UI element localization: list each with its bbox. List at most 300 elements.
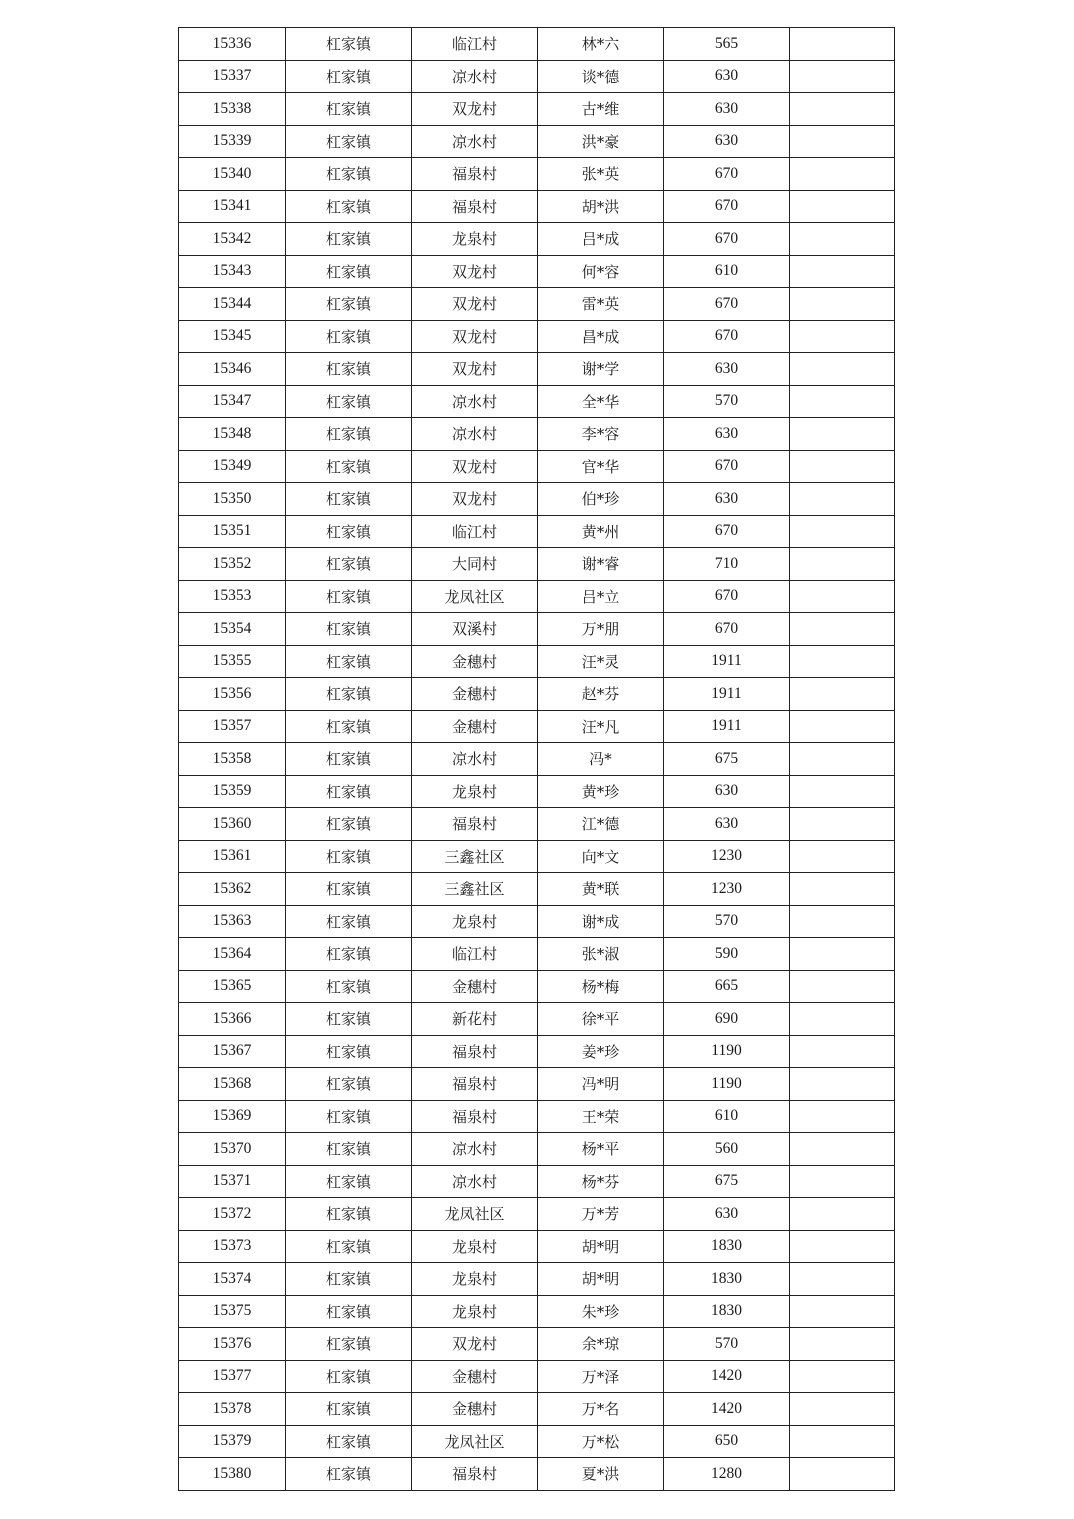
village-cell: 福泉村	[412, 190, 538, 223]
table-row	[179, 840, 895, 873]
serial-number-cell: 15371	[179, 1165, 286, 1198]
village-cell: 福泉村	[412, 1035, 538, 1068]
serial-number-cell: 15340	[179, 158, 286, 191]
amount-cell: 670	[664, 223, 790, 256]
name-cell: 全*华	[538, 385, 664, 418]
serial-number-cell: 15359	[179, 775, 286, 808]
village-cell: 龙泉村	[412, 1230, 538, 1263]
name-cell: 汪*凡	[538, 710, 664, 743]
name-cell: 万*朋	[538, 613, 664, 646]
serial-number-cell: 15368	[179, 1068, 286, 1101]
village-cell: 福泉村	[412, 808, 538, 841]
amount-cell: 570	[664, 1328, 790, 1361]
table-row	[179, 158, 895, 191]
name-cell: 张*英	[538, 158, 664, 191]
village-cell: 大同村	[412, 548, 538, 581]
serial-number-cell: 15363	[179, 905, 286, 938]
town-cell: 杠家镇	[286, 93, 412, 126]
name-cell: 伯*珍	[538, 483, 664, 516]
name-cell: 万*芳	[538, 1198, 664, 1231]
name-cell: 胡*明	[538, 1230, 664, 1263]
town-cell: 杠家镇	[286, 483, 412, 516]
serial-number-cell: 15353	[179, 580, 286, 613]
serial-number-cell: 15339	[179, 125, 286, 158]
town-cell: 杠家镇	[286, 710, 412, 743]
table-row	[179, 1133, 895, 1166]
table-row	[179, 320, 895, 353]
amount-cell: 590	[664, 938, 790, 971]
remark-cell	[790, 905, 895, 938]
amount-cell: 670	[664, 158, 790, 191]
village-cell: 福泉村	[412, 1068, 538, 1101]
table-row	[179, 678, 895, 711]
remark-cell	[790, 1393, 895, 1426]
serial-number-cell: 15342	[179, 223, 286, 256]
serial-number-cell: 15361	[179, 840, 286, 873]
remark-cell	[790, 450, 895, 483]
amount-cell: 670	[664, 515, 790, 548]
village-cell: 三鑫社区	[412, 840, 538, 873]
remark-cell	[790, 385, 895, 418]
amount-cell: 1190	[664, 1068, 790, 1101]
town-cell: 杠家镇	[286, 905, 412, 938]
serial-number-cell: 15372	[179, 1198, 286, 1231]
serial-number-cell: 15350	[179, 483, 286, 516]
town-cell: 杠家镇	[286, 580, 412, 613]
village-cell: 双龙村	[412, 288, 538, 321]
serial-number-cell: 15366	[179, 1003, 286, 1036]
name-cell: 徐*平	[538, 1003, 664, 1036]
village-cell: 福泉村	[412, 1100, 538, 1133]
table-row	[179, 353, 895, 386]
table-row	[179, 190, 895, 223]
town-cell: 杠家镇	[286, 1295, 412, 1328]
amount-cell: 630	[664, 353, 790, 386]
remark-cell	[790, 288, 895, 321]
name-cell: 江*德	[538, 808, 664, 841]
village-cell: 双龙村	[412, 255, 538, 288]
name-cell: 李*容	[538, 418, 664, 451]
table-row	[179, 93, 895, 126]
name-cell: 吕*成	[538, 223, 664, 256]
table-row	[179, 743, 895, 776]
table-row	[179, 1100, 895, 1133]
amount-cell: 560	[664, 1133, 790, 1166]
remark-cell	[790, 1035, 895, 1068]
village-cell: 金穗村	[412, 645, 538, 678]
village-cell: 龙泉村	[412, 1295, 538, 1328]
village-cell: 双龙村	[412, 320, 538, 353]
table-row	[179, 125, 895, 158]
amount-cell: 630	[664, 60, 790, 93]
serial-number-cell: 15370	[179, 1133, 286, 1166]
serial-number-cell: 15344	[179, 288, 286, 321]
village-cell: 双龙村	[412, 93, 538, 126]
table-row	[179, 1003, 895, 1036]
remark-cell	[790, 613, 895, 646]
amount-cell: 670	[664, 613, 790, 646]
name-cell: 吕*立	[538, 580, 664, 613]
amount-cell: 1830	[664, 1230, 790, 1263]
serial-number-cell: 15336	[179, 28, 286, 61]
town-cell: 杠家镇	[286, 938, 412, 971]
table-row	[179, 775, 895, 808]
village-cell: 双龙村	[412, 483, 538, 516]
serial-number-cell: 15367	[179, 1035, 286, 1068]
town-cell: 杠家镇	[286, 678, 412, 711]
table-row	[179, 1068, 895, 1101]
serial-number-cell: 15346	[179, 353, 286, 386]
name-cell: 洪*豪	[538, 125, 664, 158]
village-cell: 凉水村	[412, 418, 538, 451]
table-row	[179, 873, 895, 906]
table-row	[179, 515, 895, 548]
name-cell: 汪*灵	[538, 645, 664, 678]
town-cell: 杠家镇	[286, 1100, 412, 1133]
name-cell: 向*文	[538, 840, 664, 873]
name-cell: 万*泽	[538, 1360, 664, 1393]
table-row	[179, 938, 895, 971]
remark-cell	[790, 1198, 895, 1231]
table-row	[179, 970, 895, 1003]
town-cell: 杠家镇	[286, 1393, 412, 1426]
town-cell: 杠家镇	[286, 1458, 412, 1491]
village-cell: 龙凤社区	[412, 580, 538, 613]
serial-number-cell: 15352	[179, 548, 286, 581]
table-row	[179, 28, 895, 61]
serial-number-cell: 15349	[179, 450, 286, 483]
serial-number-cell: 15356	[179, 678, 286, 711]
village-cell: 双龙村	[412, 353, 538, 386]
town-cell: 杠家镇	[286, 158, 412, 191]
remark-cell	[790, 255, 895, 288]
name-cell: 黄*联	[538, 873, 664, 906]
amount-cell: 670	[664, 580, 790, 613]
remark-cell	[790, 1068, 895, 1101]
town-cell: 杠家镇	[286, 1328, 412, 1361]
remark-cell	[790, 970, 895, 1003]
remark-cell	[790, 1458, 895, 1491]
village-cell: 凉水村	[412, 60, 538, 93]
town-cell: 杠家镇	[286, 548, 412, 581]
table-row	[179, 1165, 895, 1198]
amount-cell: 710	[664, 548, 790, 581]
name-cell: 胡*明	[538, 1263, 664, 1296]
village-cell: 龙凤社区	[412, 1425, 538, 1458]
serial-number-cell: 15369	[179, 1100, 286, 1133]
remark-cell	[790, 93, 895, 126]
town-cell: 杠家镇	[286, 28, 412, 61]
name-cell: 胡*洪	[538, 190, 664, 223]
name-cell: 杨*芬	[538, 1165, 664, 1198]
remark-cell	[790, 1295, 895, 1328]
remark-cell	[790, 645, 895, 678]
table-row	[179, 548, 895, 581]
table-row	[179, 1425, 895, 1458]
village-cell: 凉水村	[412, 1133, 538, 1166]
name-cell: 何*容	[538, 255, 664, 288]
name-cell: 冯*明	[538, 1068, 664, 1101]
table-row	[179, 613, 895, 646]
amount-cell: 570	[664, 905, 790, 938]
table-row	[179, 905, 895, 938]
name-cell: 杨*平	[538, 1133, 664, 1166]
town-cell: 杠家镇	[286, 1360, 412, 1393]
amount-cell: 1830	[664, 1263, 790, 1296]
table-row	[179, 483, 895, 516]
town-cell: 杠家镇	[286, 1230, 412, 1263]
village-cell: 金穗村	[412, 678, 538, 711]
remark-cell	[790, 1230, 895, 1263]
remark-cell	[790, 60, 895, 93]
amount-cell: 675	[664, 743, 790, 776]
amount-cell: 630	[664, 125, 790, 158]
remark-cell	[790, 938, 895, 971]
remark-cell	[790, 548, 895, 581]
table-row	[179, 255, 895, 288]
amount-cell: 630	[664, 483, 790, 516]
serial-number-cell: 15379	[179, 1425, 286, 1458]
table-row	[179, 1295, 895, 1328]
name-cell: 姜*珍	[538, 1035, 664, 1068]
remark-cell	[790, 873, 895, 906]
amount-cell: 1830	[664, 1295, 790, 1328]
serial-number-cell: 15380	[179, 1458, 286, 1491]
village-cell: 龙泉村	[412, 905, 538, 938]
amount-cell: 1190	[664, 1035, 790, 1068]
town-cell: 杠家镇	[286, 515, 412, 548]
amount-cell: 1420	[664, 1393, 790, 1426]
amount-cell: 610	[664, 255, 790, 288]
village-cell: 双溪村	[412, 613, 538, 646]
town-cell: 杠家镇	[286, 125, 412, 158]
table-row	[179, 418, 895, 451]
village-cell: 新花村	[412, 1003, 538, 1036]
village-cell: 双龙村	[412, 450, 538, 483]
serial-number-cell: 15338	[179, 93, 286, 126]
remark-cell	[790, 1133, 895, 1166]
remark-cell	[790, 1328, 895, 1361]
name-cell: 谈*德	[538, 60, 664, 93]
serial-number-cell: 15357	[179, 710, 286, 743]
name-cell: 黄*州	[538, 515, 664, 548]
name-cell: 余*琼	[538, 1328, 664, 1361]
town-cell: 杠家镇	[286, 645, 412, 678]
name-cell: 杨*梅	[538, 970, 664, 1003]
town-cell: 杠家镇	[286, 1425, 412, 1458]
amount-cell: 630	[664, 775, 790, 808]
serial-number-cell: 15377	[179, 1360, 286, 1393]
amount-cell: 1230	[664, 873, 790, 906]
amount-cell: 610	[664, 1100, 790, 1133]
name-cell: 黄*珍	[538, 775, 664, 808]
name-cell: 万*名	[538, 1393, 664, 1426]
amount-cell: 1911	[664, 710, 790, 743]
remark-cell	[790, 808, 895, 841]
table-row	[179, 1263, 895, 1296]
remark-cell	[790, 1425, 895, 1458]
amount-cell: 570	[664, 385, 790, 418]
remark-cell	[790, 483, 895, 516]
table-row	[179, 808, 895, 841]
village-cell: 凉水村	[412, 385, 538, 418]
village-cell: 三鑫社区	[412, 873, 538, 906]
town-cell: 杠家镇	[286, 1263, 412, 1296]
remark-cell	[790, 580, 895, 613]
serial-number-cell: 15360	[179, 808, 286, 841]
remark-cell	[790, 775, 895, 808]
village-cell: 凉水村	[412, 743, 538, 776]
remark-cell	[790, 320, 895, 353]
village-cell: 金穗村	[412, 970, 538, 1003]
name-cell: 谢*睿	[538, 548, 664, 581]
amount-cell: 1280	[664, 1458, 790, 1491]
amount-cell: 630	[664, 808, 790, 841]
village-cell: 凉水村	[412, 1165, 538, 1198]
village-cell: 凉水村	[412, 125, 538, 158]
table-row	[179, 1230, 895, 1263]
serial-number-cell: 15355	[179, 645, 286, 678]
name-cell: 官*华	[538, 450, 664, 483]
amount-cell: 690	[664, 1003, 790, 1036]
town-cell: 杠家镇	[286, 385, 412, 418]
serial-number-cell: 15374	[179, 1263, 286, 1296]
serial-number-cell: 15373	[179, 1230, 286, 1263]
serial-number-cell: 15376	[179, 1328, 286, 1361]
village-cell: 福泉村	[412, 158, 538, 191]
table-row	[179, 645, 895, 678]
name-cell: 昌*成	[538, 320, 664, 353]
town-cell: 杠家镇	[286, 190, 412, 223]
serial-number-cell: 15347	[179, 385, 286, 418]
serial-number-cell: 15364	[179, 938, 286, 971]
name-cell: 古*维	[538, 93, 664, 126]
data-table	[178, 27, 895, 1491]
remark-cell	[790, 1100, 895, 1133]
amount-cell: 630	[664, 418, 790, 451]
amount-cell: 650	[664, 1425, 790, 1458]
serial-number-cell: 15348	[179, 418, 286, 451]
table-row	[179, 450, 895, 483]
town-cell: 杠家镇	[286, 775, 412, 808]
remark-cell	[790, 743, 895, 776]
name-cell: 朱*珍	[538, 1295, 664, 1328]
table-row	[179, 1360, 895, 1393]
village-cell: 临江村	[412, 28, 538, 61]
town-cell: 杠家镇	[286, 1003, 412, 1036]
table-row	[179, 223, 895, 256]
remark-cell	[790, 1165, 895, 1198]
remark-cell	[790, 710, 895, 743]
remark-cell	[790, 418, 895, 451]
town-cell: 杠家镇	[286, 418, 412, 451]
remark-cell	[790, 158, 895, 191]
village-cell: 龙泉村	[412, 1263, 538, 1296]
remark-cell	[790, 515, 895, 548]
town-cell: 杠家镇	[286, 60, 412, 93]
town-cell: 杠家镇	[286, 320, 412, 353]
table-row	[179, 710, 895, 743]
remark-cell	[790, 1263, 895, 1296]
table-row	[179, 60, 895, 93]
serial-number-cell: 15343	[179, 255, 286, 288]
remark-cell	[790, 678, 895, 711]
amount-cell: 675	[664, 1165, 790, 1198]
serial-number-cell: 15341	[179, 190, 286, 223]
serial-number-cell: 15345	[179, 320, 286, 353]
amount-cell: 670	[664, 320, 790, 353]
village-cell: 金穗村	[412, 1393, 538, 1426]
table-row	[179, 385, 895, 418]
serial-number-cell: 15362	[179, 873, 286, 906]
village-cell: 龙泉村	[412, 775, 538, 808]
amount-cell: 630	[664, 1198, 790, 1231]
name-cell: 冯*	[538, 743, 664, 776]
table-row	[179, 1393, 895, 1426]
village-cell: 临江村	[412, 515, 538, 548]
village-cell: 临江村	[412, 938, 538, 971]
serial-number-cell: 15378	[179, 1393, 286, 1426]
name-cell: 张*淑	[538, 938, 664, 971]
town-cell: 杠家镇	[286, 613, 412, 646]
town-cell: 杠家镇	[286, 223, 412, 256]
remark-cell	[790, 28, 895, 61]
serial-number-cell: 15354	[179, 613, 286, 646]
remark-cell	[790, 125, 895, 158]
town-cell: 杠家镇	[286, 288, 412, 321]
remark-cell	[790, 190, 895, 223]
amount-cell: 665	[664, 970, 790, 1003]
remark-cell	[790, 840, 895, 873]
table-row	[179, 1035, 895, 1068]
amount-cell: 565	[664, 28, 790, 61]
town-cell: 杠家镇	[286, 353, 412, 386]
town-cell: 杠家镇	[286, 1035, 412, 1068]
town-cell: 杠家镇	[286, 970, 412, 1003]
town-cell: 杠家镇	[286, 1165, 412, 1198]
town-cell: 杠家镇	[286, 743, 412, 776]
name-cell: 夏*洪	[538, 1458, 664, 1491]
table-row	[179, 1458, 895, 1491]
serial-number-cell: 15365	[179, 970, 286, 1003]
name-cell: 赵*芬	[538, 678, 664, 711]
town-cell: 杠家镇	[286, 873, 412, 906]
amount-cell: 1420	[664, 1360, 790, 1393]
amount-cell: 670	[664, 450, 790, 483]
table-body	[179, 28, 895, 1491]
remark-cell	[790, 1003, 895, 1036]
town-cell: 杠家镇	[286, 255, 412, 288]
name-cell: 谢*成	[538, 905, 664, 938]
amount-cell: 1911	[664, 678, 790, 711]
serial-number-cell: 15375	[179, 1295, 286, 1328]
serial-number-cell: 15358	[179, 743, 286, 776]
serial-number-cell: 15351	[179, 515, 286, 548]
name-cell: 王*荣	[538, 1100, 664, 1133]
amount-cell: 1230	[664, 840, 790, 873]
amount-cell: 630	[664, 93, 790, 126]
name-cell: 谢*学	[538, 353, 664, 386]
name-cell: 万*松	[538, 1425, 664, 1458]
table-row	[179, 580, 895, 613]
village-cell: 金穗村	[412, 710, 538, 743]
serial-number-cell: 15337	[179, 60, 286, 93]
town-cell: 杠家镇	[286, 450, 412, 483]
village-cell: 龙泉村	[412, 223, 538, 256]
village-cell: 福泉村	[412, 1458, 538, 1491]
table-row	[179, 288, 895, 321]
town-cell: 杠家镇	[286, 808, 412, 841]
